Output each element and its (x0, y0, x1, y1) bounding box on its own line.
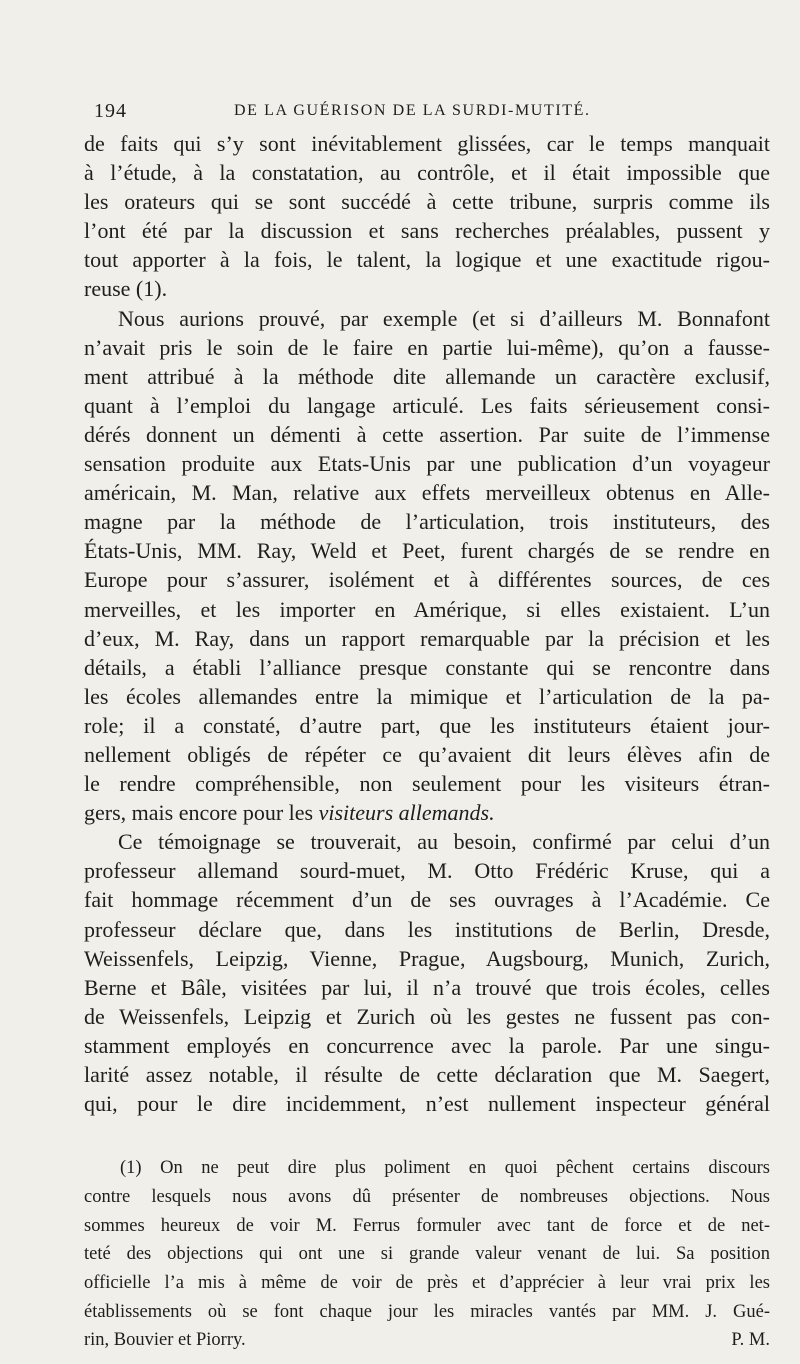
body-line: d’eux, M. Ray, dans un rapport remarquable par la précision et les (84, 625, 770, 651)
footnote-line: officielle l’a mis à même de voir de près et d’apprécier à leur vrai prix les (84, 1273, 770, 1293)
body-line: à l’étude, à la constatation, au contrôle, et il était impossible que (84, 160, 770, 186)
body-line: de faits qui s’y sont inévitablement glissées, car le temps manquait (84, 131, 770, 156)
body-line: qui, pour le dire incidemment, n’est nullement inspecteur général (84, 1091, 770, 1117)
body-line: merveilles, et les importer en Amérique, si elles existaient. L’un (84, 596, 770, 622)
body-line: professeur déclare que, dans les institutions de Berlin, Dresde, (84, 916, 770, 942)
body-line: le rendre compréhensible, non seulement pour les visiteurs étran- (84, 771, 770, 797)
footnote-line: établissements où se font chaque jour les miracles vantés par MM. J. Gué- (84, 1301, 770, 1322)
body-line: sensation produite aux Etats-Unis par une publication d’un voyageur (84, 451, 770, 477)
footnote (84, 1154, 770, 1355)
body-line: role; il a constaté, d’autre part, que les instituteurs étaient jour- (84, 712, 770, 738)
footnote-signature: P. M. (731, 1330, 770, 1351)
body-line: les orateurs qui se sont succédé à cette tribune, surpris comme ils (84, 189, 770, 215)
body-line: les écoles allemandes entre la mimique et l’articulation de la pa- (84, 683, 770, 709)
body-line: dérés donnent un démenti à cette assertion. Par suite de l’immense (84, 421, 770, 447)
footnote-line: sommes heureux de voir M. Ferrus formuler avec tant de force et de net- (84, 1215, 770, 1236)
page-number: 194 (94, 100, 127, 122)
body-line: américain, M. Man, relative aux effets merveilleux obtenus en Alle- (84, 480, 770, 506)
body-line: nellement obligés de répéter ce qu’avaient dit leurs élèves afin de (84, 741, 770, 767)
footnote-line: contre lesquels nous avons dû présenter de nombreuses objections. Nous (84, 1186, 770, 1207)
body-line: quant à l’emploi du langage articulé. Les faits sérieusement consi- (84, 392, 770, 418)
body-line: stamment employés en concurrence avec la parole. Par une singu- (84, 1032, 770, 1058)
body-line: l’ont été par la discussion et sans recherches préalables, pussent y (84, 218, 770, 244)
footnote-line: rin, Bouvier et Piorry. (84, 1330, 246, 1351)
body-text (84, 129, 770, 1118)
body-line: Berne et Bâle, visitées par lui, il n’a trouvé que trois écoles, celles (84, 974, 770, 1000)
body-line: magne par la méthode de l’articulation, trois instituteurs, des (84, 509, 770, 535)
footnote-last-line (84, 1326, 770, 1355)
running-head (84, 93, 770, 129)
body-line: fait hommage récemment d’un de ses ouvrages à l’Académie. Ce (84, 887, 770, 913)
body-line: larité assez notable, il résulte de cette déclaration que M. Saegert, (84, 1062, 770, 1087)
body-line: détails, a établi l’alliance presque constante qui se rencontre dans (84, 654, 770, 680)
body-line-with-italic (84, 798, 770, 827)
running-title: DE LA GUÉRISON DE LA SURDI-MUTITÉ. (234, 102, 591, 119)
body-line: Nous aurions prouvé, par exemple (et si d’ailleurs M. Bonnafont (118, 305, 770, 331)
body-line: reuse (1). (84, 276, 168, 302)
body-line: n’avait pris le soin de le faire en partie lui-même), qu’on a fausse- (84, 334, 770, 360)
footnote-line: teté des objections qui ont une si grande valeur venant de lui. Sa position (84, 1244, 770, 1265)
body-line: de Weissenfels, Leipzig et Zurich où les gestes ne fussent pas con- (84, 1003, 770, 1029)
body-line: gers, mais encore pour les (84, 800, 319, 826)
body-line: tout apporter à la fois, le talent, la logique et une exactitude rigou- (84, 247, 770, 273)
body-line: États-Unis, MM. Ray, Weld et Peet, furent chargés de se rendre en (84, 538, 770, 564)
footnote-line: (1) On ne peut dire plus poliment en quoi pêchent certains discours (120, 1158, 770, 1179)
body-line: ment attribué à la méthode dite allemande un caractère exclusif, (84, 363, 770, 389)
body-line: Weissenfels, Leipzig, Vienne, Prague, Augsbourg, Munich, Zurich, (84, 945, 770, 971)
body-line: professeur allemand sourd-muet, M. Otto Frédéric Kruse, qui a (84, 858, 770, 884)
body-line: Ce témoignage se trouverait, au besoin, confirmé par celui d’un (118, 829, 770, 855)
italic-phrase: visiteurs allemands. (318, 800, 495, 826)
body-line: Europe pour s’assurer, isolément et à différentes sources, de ces (84, 567, 770, 593)
